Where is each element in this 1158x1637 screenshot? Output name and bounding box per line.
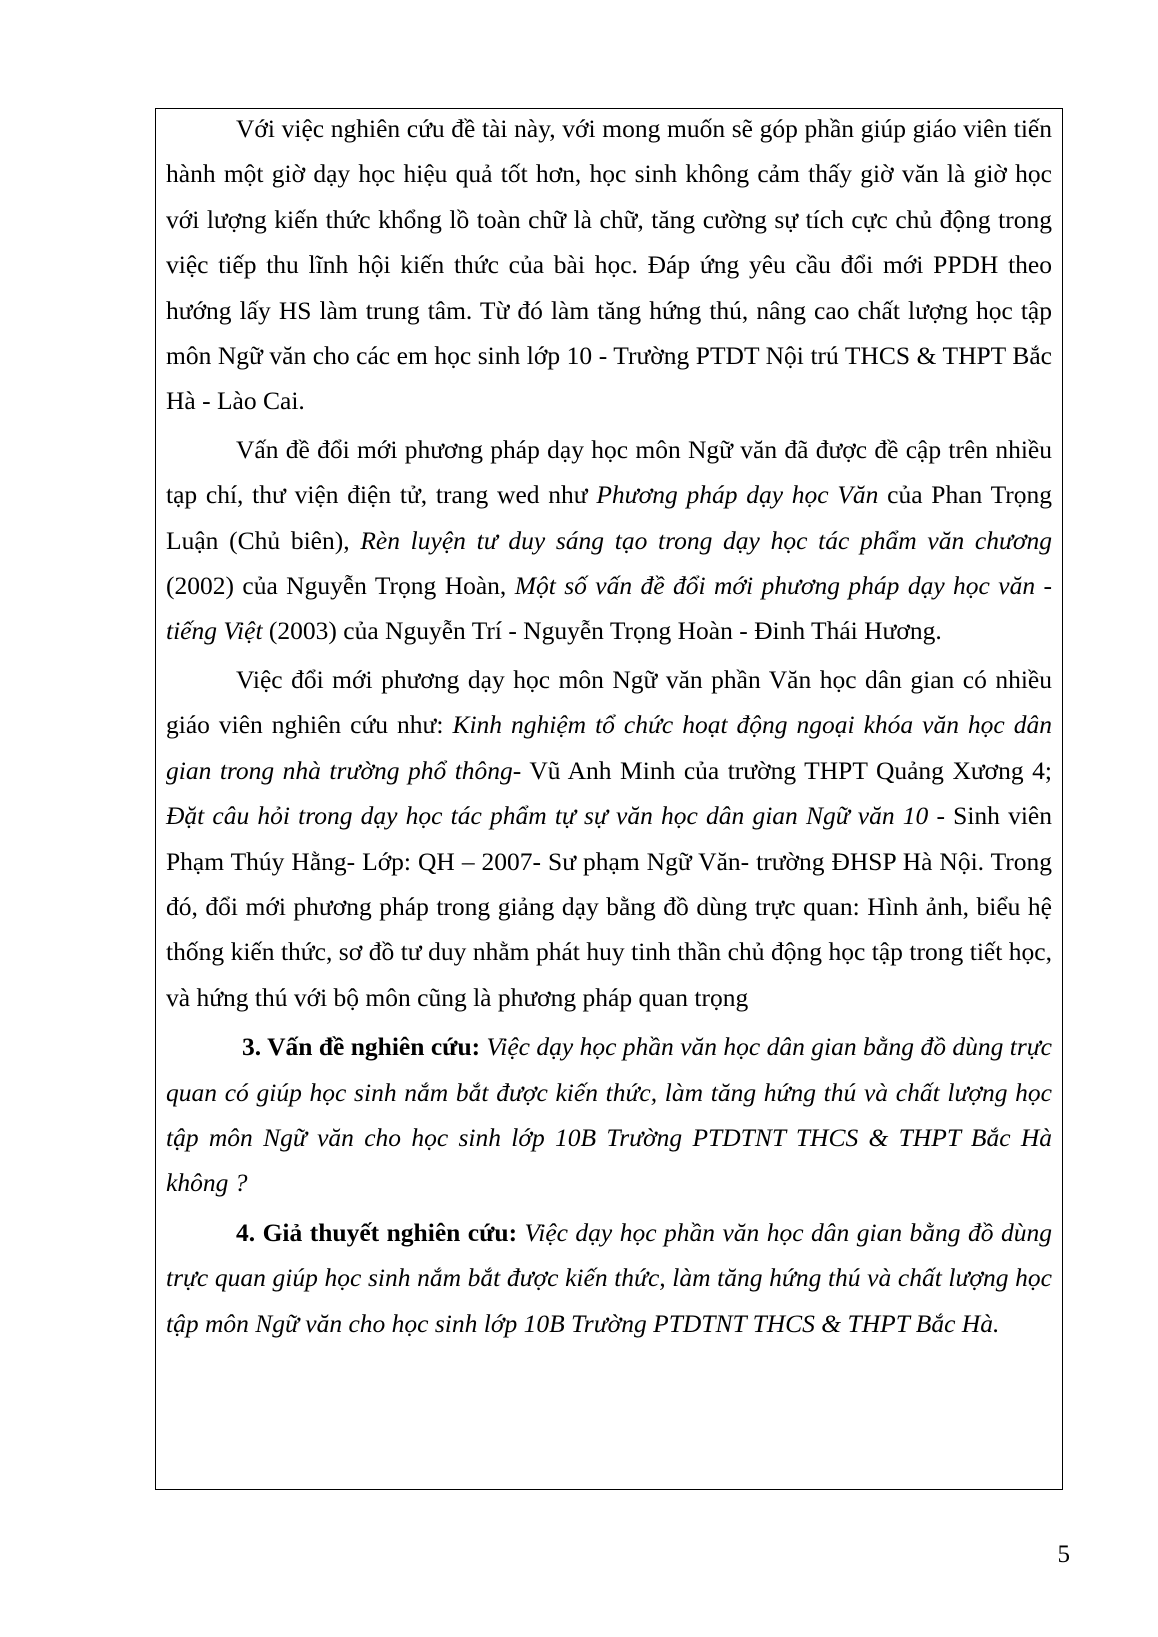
text-run: của Phan Trọng Luận (Chủ biên), xyxy=(166,480,1052,555)
section-heading: 4. Giả thuyết nghiên cứu: xyxy=(236,1217,518,1247)
book-title: Phương pháp dạy học Văn xyxy=(596,480,879,510)
book-title: Một số vấn đề đổi mới phương pháp dạy học văn - tiếng Việt xyxy=(166,571,1052,646)
text-run: (2002) của Nguyễn Trọng Hoàn, xyxy=(166,571,515,601)
section-heading: 3. Vấn đề nghiên cứu: xyxy=(242,1032,481,1062)
paragraph-literature-review xyxy=(166,427,1052,654)
page-number: 5 xyxy=(1057,1541,1070,1568)
work-title: Kinh nghiệm tổ chức hoạt động ngoại khóa văn học dân gian trong nhà trường phổ thông- xyxy=(166,710,1052,785)
section-research-hypothesis xyxy=(166,1210,1052,1346)
section-body: Việc dạy học phần văn học dân gian bằng đồ dùng trực quan giúp học sinh nắm bắt được kiến thức, làm tăng hứng thú và chất lượng học tập môn Ngữ văn cho học sinh lớp 10B Trường PTDTNT THCS & THPT Bắc Hà. xyxy=(166,1217,1052,1338)
book-title: Rèn luyện tư duy sáng tạo trong dạy học tác phẩm văn chương xyxy=(360,525,1052,555)
paragraph-research-aim xyxy=(166,106,1052,424)
paragraph-research-aim-text: Với việc nghiên cứu đề tài này, với mong muốn sẽ góp phần giúp giáo viên tiến hành một giờ dạy học hiệu quả tốt hơn, học sinh không cảm thấy giờ văn là giờ học với lượng kiến thức khổng lồ toàn chữ là chữ, tăng cường sự tích cực chủ động trong việc tiếp thu lĩnh hội kiến thức của bài học. Đáp ứng yêu cầu đổi mới PPDH theo hướng lấy HS làm trung tâm. Từ đó làm tăng hứng thú, nâng cao chất lượng học tập môn Ngữ văn cho các em học sinh lớp 10 - Trường PTDT Nội trú THCS & THPT Bắc Hà - Lào Cai. xyxy=(166,114,1052,416)
text-run: Việc đổi mới phương dạy học môn Ngữ văn phần Văn học dân gian có nhiều giáo viên nghiên cứu như: xyxy=(166,664,1052,740)
text-run: Vũ Anh Minh của trường THPT Quảng Xương 4; xyxy=(521,755,1053,785)
text-run: Vấn đề đổi mới phương pháp dạy học môn Ngữ văn đã được đề cập trên nhiều tạp chí, thư viện điện tử, trang wed như xyxy=(166,434,1052,510)
document-body xyxy=(166,106,1052,1346)
work-title: Đặt câu hỏi trong dạy học tác phẩm tự sự văn học dân gian Ngữ văn 10 xyxy=(166,801,929,831)
section-body: Việc dạy học phần văn học dân gian bằng đồ dùng trực quan có giúp học sinh nắm bắt được kiến thức, làm tăng hứng thú và chất lượng học tập môn Ngữ văn cho học sinh lớp 10B Trường PTDTNT THCS & THPT Bắc Hà không ? xyxy=(166,1032,1053,1198)
text-run: - Sinh viên Phạm Thúy Hằng- Lớp: QH – 2007- Sư phạm Ngữ Văn- trường ĐHSP Hà Nội. Trong đó, đổi mới phương pháp trong giảng dạy bằng đồ dùng trực quan: Hình ảnh, biểu hệ thống kiến thức, sơ đồ tư duy nhằm phát huy tinh thần chủ động học tập trong tiết học, và hứng thú với bộ môn cũng là phương pháp quan trọng xyxy=(166,801,1052,1012)
section-research-question xyxy=(166,1024,1052,1206)
text-run: (2003) của Nguyễn Trí - Nguyễn Trọng Hoàn - Đinh Thái Hương. xyxy=(262,616,942,646)
paragraph-folk-literature-research xyxy=(166,657,1052,1020)
